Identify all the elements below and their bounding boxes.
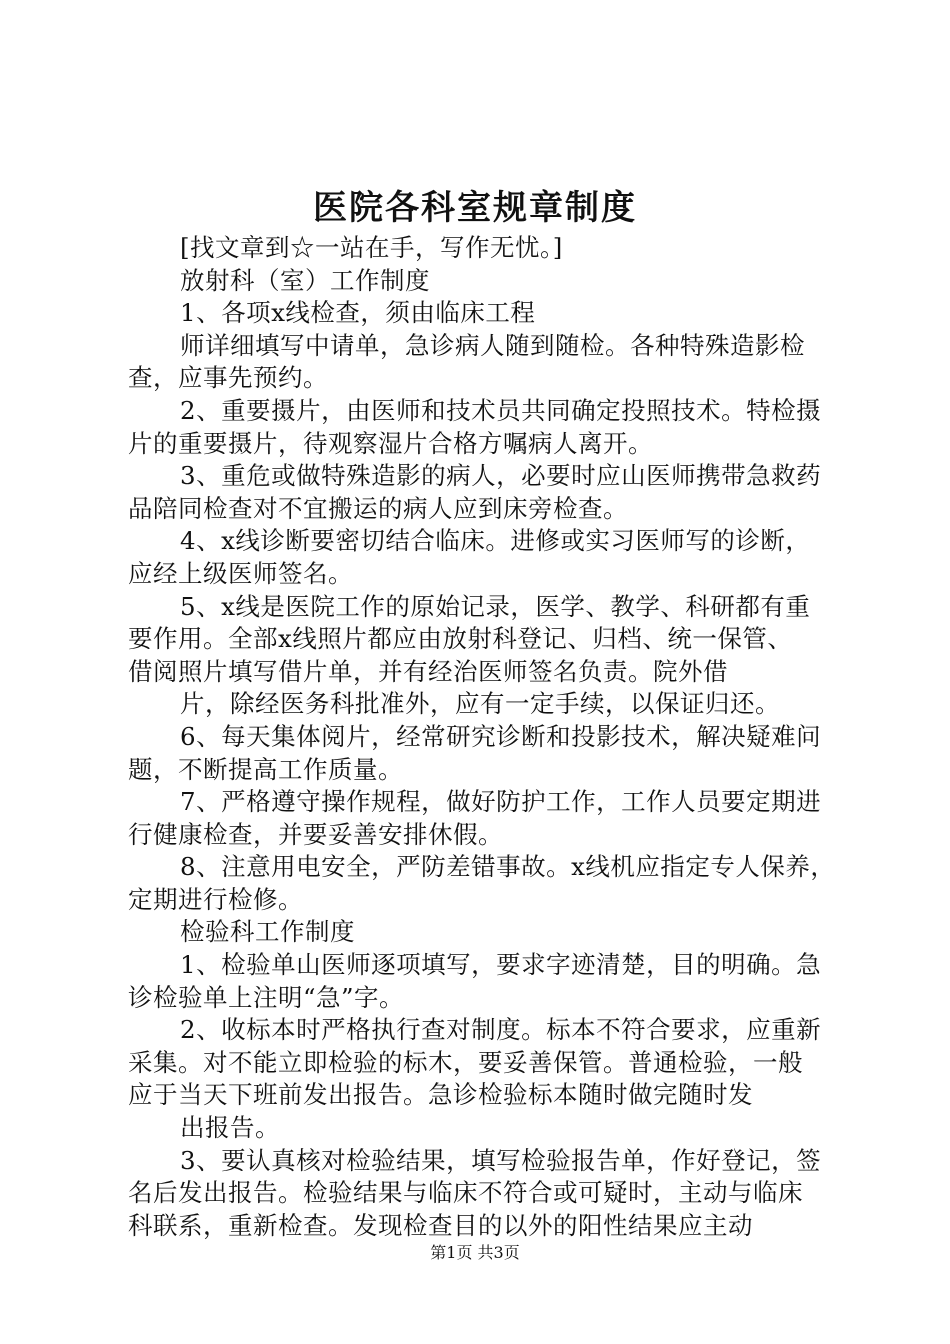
text-line: 6、每天集体阅片，经常研究诊断和投影技术，解决疑难问 xyxy=(180,721,822,751)
document-body xyxy=(128,232,848,1242)
page-footer: 第1页 共3页 xyxy=(430,1243,520,1262)
text-line: 2、重要摄片，由医师和技术员共同确定投照技术。特检摄 xyxy=(180,395,822,425)
text-line: 片，除经医务科批准外，应有一定手续，以保证归还。 xyxy=(180,689,780,719)
text-line: [找文章到☆一站在手，写作无忧。] xyxy=(180,233,563,262)
text-line: 应经上级医师签名。 xyxy=(128,558,353,588)
text-line: 定期进行检修。 xyxy=(128,884,303,914)
text-line: 查，应事先预约。 xyxy=(128,363,328,393)
text-line: 放射科（室）工作制度 xyxy=(180,265,430,295)
text-line: 要作用。全部x线照片都应由放射科登记、归档、统一保管、 xyxy=(128,624,793,654)
text-line: 7、严格遵守操作规程，做好防护工作，工作人员要定期进 xyxy=(180,787,822,817)
text-line: 采集。对不能立即检验的标木，要妥善保管。普通检验，一般 xyxy=(128,1047,803,1077)
text-line: 题，不断提高工作质量。 xyxy=(128,754,403,784)
text-line: 师详细填写中请单，急诊病人随到随检。各种特殊造影检 xyxy=(180,330,805,360)
text-line: 行健康检查，并要妥善安排休假。 xyxy=(128,819,503,849)
text-line: 8、注意用电安全，严防差错事故。x线机应指定专人保养， xyxy=(180,852,836,882)
text-line: 2、收标本时严格执行查对制度。标本不符合要求，应重新 xyxy=(180,1015,822,1045)
text-line: 检验科工作制度 xyxy=(180,917,355,947)
document-title: 医院各科室规章制度 xyxy=(313,188,637,228)
text-line: 5、x线是医院工作的原始记录，医学、教学、科研都有重 xyxy=(180,591,811,621)
text-line: 3、要认真核对检验结果，填写检验报告单，作好登记，签 xyxy=(180,1145,822,1175)
text-line: 诊检验单上注明“急”字。 xyxy=(128,982,405,1012)
text-line: 1、各项x线检查，须由临床工程 xyxy=(180,298,536,328)
text-line: 3、重危或做特殊造影的病人，必要时应山医师携带急救药 xyxy=(180,461,822,491)
text-line: 应于当天下班前发出报告。急诊检验标本随时做完随时发 xyxy=(128,1080,753,1110)
text-line: 品陪同检查对不宜搬运的病人应到床旁检查。 xyxy=(128,493,628,523)
text-line: 名后发出报告。检验结果与临床不符合或可疑时，主动与临床 xyxy=(128,1178,803,1208)
text-line: 出报告。 xyxy=(180,1113,280,1143)
text-line: 1、检验单山医师逐项填写，要求字迹清楚，目的明确。急 xyxy=(180,950,822,980)
text-line: 科联系，重新检查。发现检查目的以外的阳性结果应主动 xyxy=(128,1210,753,1240)
text-line: 片的重要摄片，待观察湿片合格方嘱病人离开。 xyxy=(128,428,653,458)
text-line: 4、x线诊断要密切结合临床。进修或实习医师写的诊断， xyxy=(180,526,811,556)
text-line: 借阅照片填写借片单，并有经治医师签名负责。院外借 xyxy=(128,656,728,686)
